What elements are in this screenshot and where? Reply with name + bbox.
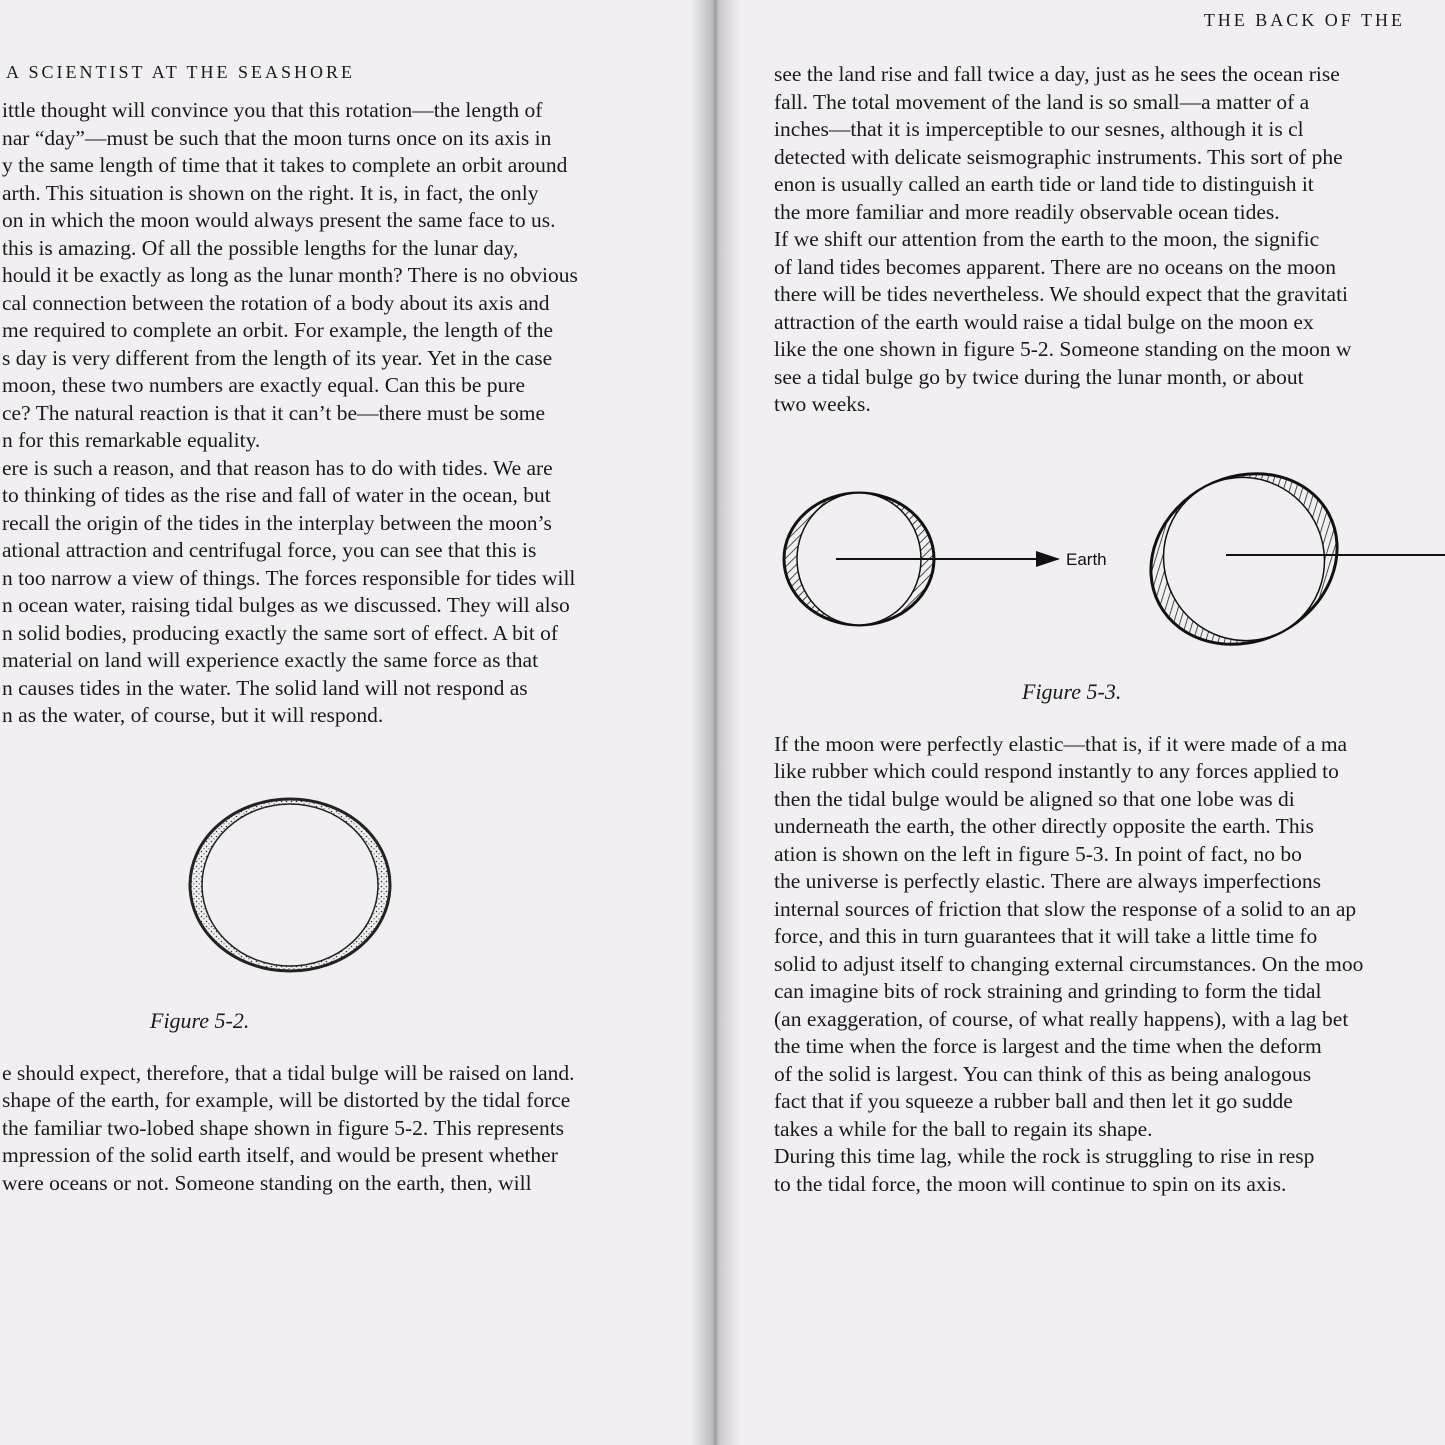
- right-paragraph-2: If we shift our attention from the earth to the moon, the signific of land tides becomes apparent. There are no oceans on the moon there will be tides nevertheless. We should expect that the gravitati attraction of the earth would raise a tidal bulge on the moon ex like the one shown in figure 5-2. Someone standing on the moon w see a tidal bulge go by twice during the lunar month, or about two weeks.: [774, 227, 1352, 416]
- figure-5-2: [0, 790, 628, 1034]
- right-paragraph-1: see the land rise and fall twice a day, just as he sees the ocean rise fall. The total movement of the land is so small—a matter of a inches—that it is imperceptible to our sesnes, although it is cl detected with delicate seismographic instruments. This sort of phe enon is usually called an earth tide or land tide to distinguish it the more familiar and more readily observable ocean tides.: [774, 62, 1343, 224]
- left-paragraph-2: ere is such a reason, and that reason has to do with tides. We are to thinking of tides as the rise and fall of water in the ocean, but recall the origin of the tides in the interplay between the moon’s ational attraction and centrifugal force, you can see that this is n too narrow a view of things. The forces responsible for tides will n ocean water, raising tidal bulges as we discussed. They will also n solid bodies, producing exactly the same sort of effect. A bit of material on land will experience exactly the same force as that n causes tides in the water. The solid land will not respond as n as the water, of course, but it will respond.: [2, 455, 576, 727]
- left-paragraph-1: ittle thought will convince you that this rotation—the length of nar “day”—must be such that the moon turns once on its axis in y the same length of time that it takes to complete an orbit around arth. This situation is shown on the right. It is, in fact, the only on in which the moon would always present the same face to us. this is amazing. Of all the possible lengths for the lunar day, hould it be exactly as long as the lunar month? There is no obvious cal connection between the rotation of a body about its axis and me required to complete an orbit. For example, the length of the s day is very different from the length of its year. Yet in the case moon, these two numbers are exactly equal. Can this be pure ce? The natural reaction is that it can’t be—there must be some n for this remarkable equality.: [2, 98, 578, 452]
- figure-5-3: [774, 459, 1445, 705]
- left-page: [0, 0, 712, 1445]
- running-head-right: THE BACK OF THE: [1203, 10, 1405, 30]
- right-page: [712, 0, 1445, 1445]
- left-paragraph-3: e should expect, therefore, that a tidal bulge will be raised on land. shape of the earth, for example, will be distorted by the tidal force the familiar two-lobed shape shown in figure 5-2. This represents mpression of the solid earth itself, and would be present whether were oceans or not. Someone standing on the earth, then, will: [2, 1060, 575, 1195]
- right-paragraph-3: If the moon were perfectly elastic—that is, if it were made of a ma like rubber which could respond instantly to any forces applied to then the tidal bulge would be aligned so that one lobe was di underneath the earth, the other directly opposite the earth. This ation is shown on the left in figure 5-3. In point of fact, no bo the universe is perfectly elastic. There are always imperfections internal sources of friction that slow the response of a solid to an ap force, and this in turn guarantees that it will take a little time fo solid to adjust itself to changing external circumstances. On the moo can imagine bits of rock straining and grinding to form the tidal (an exaggeration, of course, of what really happens), with a lag bet the time when the force is largest and the time when the deform of the solid is largest. You can think of this as being analogous fact that if you squeeze a rubber ball and then let it go sudde takes a while for the ball to regain its shape.: [774, 731, 1364, 1141]
- elastic-vs-lagged-bulge-illustration: [774, 459, 1445, 659]
- figure-5-3-caption: Figure 5-3.: [1022, 678, 1122, 704]
- right-paragraph-4: During this time lag, while the rock is struggling to rise in resp to the tidal force, the moon will continue to spin on its axis.: [774, 1144, 1315, 1196]
- earth-label: Earth: [1066, 549, 1107, 569]
- lagged-moon-inner: [1135, 459, 1353, 659]
- tidal-bulge-ring-illustration: [180, 790, 400, 980]
- running-head-left: A SCIENTIST AT THE SEASHORE: [6, 62, 356, 82]
- figure-5-2-caption: Figure 5-2.: [150, 1007, 250, 1033]
